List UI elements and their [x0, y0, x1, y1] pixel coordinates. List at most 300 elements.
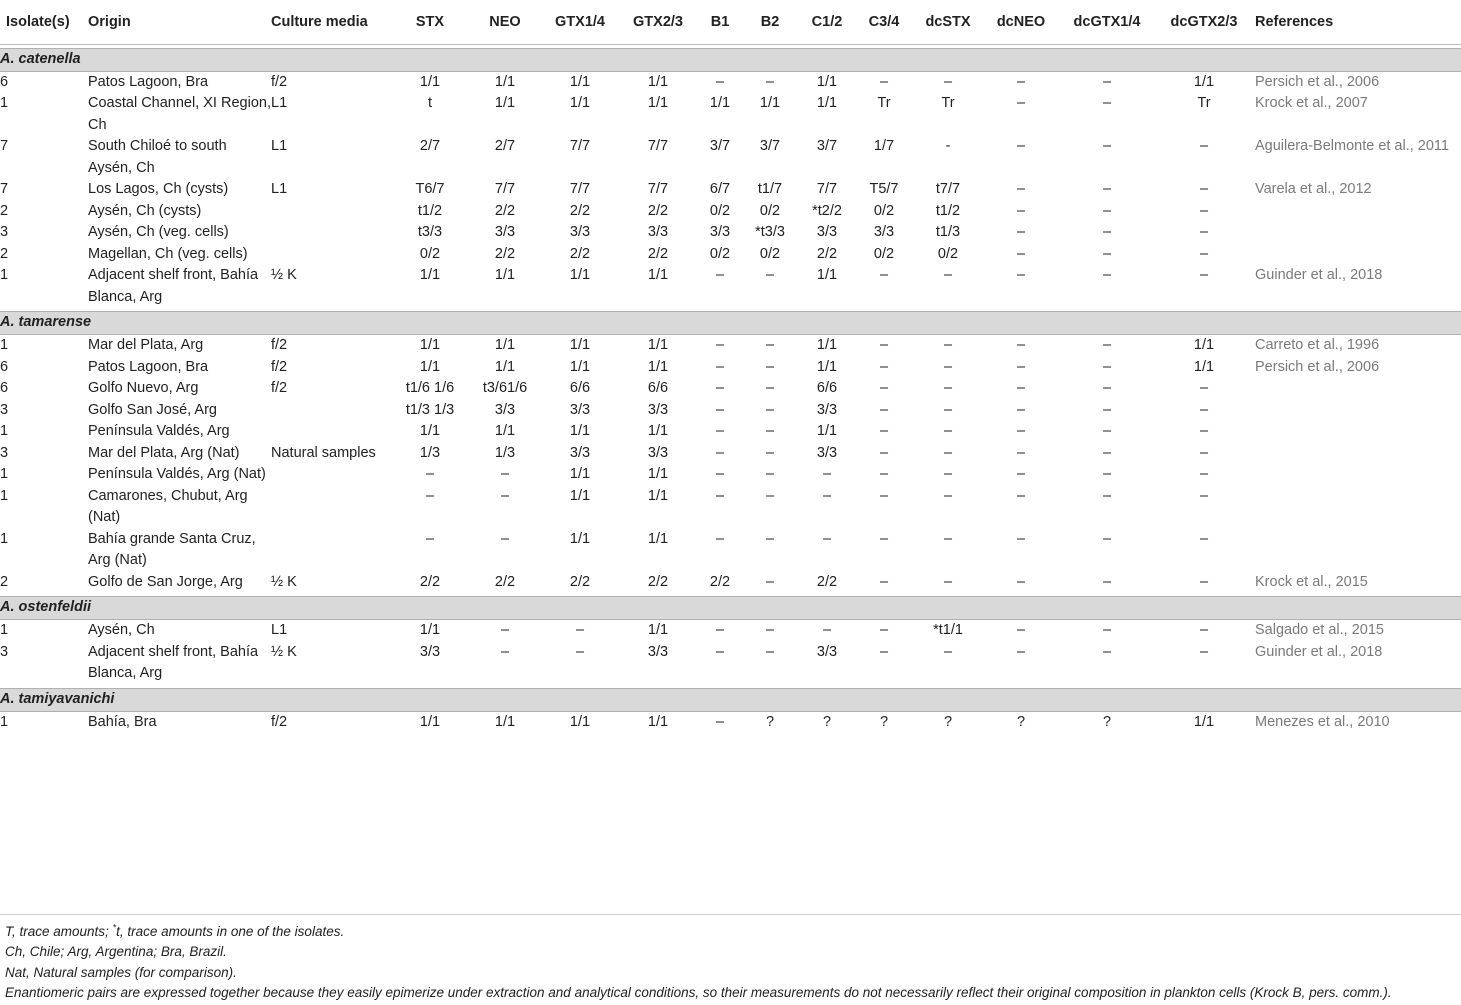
- table-cell: L1: [271, 138, 288, 154]
- table-cell: 2/2: [569, 573, 591, 590]
- table-cell: 1/1: [419, 358, 441, 375]
- table-cell: –: [1102, 337, 1112, 353]
- table-cell: [271, 529, 395, 572]
- table-cell: –: [1016, 224, 1026, 240]
- table-cell: T5/7: [869, 181, 899, 197]
- table-cell: Mar del Plata, Arg (Nat): [88, 444, 240, 461]
- table-cell: –: [765, 423, 775, 439]
- table-cell: t1/2: [935, 202, 961, 219]
- table-cell: –: [500, 622, 510, 638]
- table-cell: 2/2: [569, 202, 591, 219]
- reference-cell: [1255, 222, 1461, 244]
- reference-cell: [1255, 400, 1461, 422]
- table-cell: ?: [1102, 713, 1112, 730]
- table-cell: –: [943, 466, 953, 482]
- table-cell: 3/3: [419, 643, 441, 660]
- table-cell: Tr: [941, 95, 955, 111]
- table-cell: 1/1: [569, 267, 591, 283]
- table-cell: 1/1: [569, 73, 591, 90]
- table-cell: 1/1: [816, 358, 838, 375]
- footnote-countries: Ch, Chile; Arg, Argentina; Bra, Brazil.: [5, 944, 227, 960]
- table-cell: 3/3: [816, 401, 838, 418]
- table-cell: Bahía, Bra: [88, 713, 157, 730]
- table-cell: [271, 464, 395, 486]
- table-cell: –: [765, 380, 775, 396]
- table-cell: Los Lagos, Ch (cysts): [88, 181, 229, 197]
- table-cell: 7/7: [569, 181, 591, 197]
- table-cell: –: [765, 401, 775, 418]
- table-cell: –: [943, 423, 953, 439]
- table-cell: –: [943, 573, 953, 590]
- table-cell: 1/1: [569, 466, 591, 482]
- table-cell: f/2: [271, 337, 288, 353]
- table-cell: –: [879, 622, 889, 638]
- table-cell: –: [822, 487, 832, 504]
- table-cell: 7/7: [569, 138, 591, 154]
- table-cell: –: [765, 530, 775, 547]
- table-cell: Aysén, Ch (cysts): [88, 202, 202, 219]
- table-cell: –: [1199, 138, 1209, 154]
- reference-cell: Aguilera-Belmonte et al., 2011: [1255, 138, 1449, 154]
- footnote-trace: T, trace amounts; *t, trace amounts in one of the isolates.: [5, 922, 345, 939]
- reference-cell: Carreto et al., 1996: [1255, 337, 1380, 353]
- table-cell: –: [1016, 643, 1026, 660]
- table-row: [0, 400, 1461, 422]
- table-cell: South Chiloé to south Aysén, Ch: [88, 138, 227, 176]
- table-cell: 3/3: [494, 224, 516, 240]
- table-cell: 2: [0, 573, 9, 590]
- table-cell: 1: [0, 487, 9, 504]
- table-cell: –: [1102, 466, 1112, 482]
- table-cell: t3/61/6: [482, 380, 528, 396]
- table-cell: Patos Lagoon, Bra: [88, 358, 209, 375]
- table-row: [0, 357, 1461, 379]
- table-cell: 1/1: [647, 95, 669, 111]
- table-cell: f/2: [271, 380, 288, 396]
- table-cell: 1/1: [647, 73, 669, 90]
- table-cell: –: [822, 466, 832, 482]
- table-cell: 1: [0, 466, 9, 482]
- table-cell: –: [1199, 573, 1209, 590]
- table-cell: –: [1199, 401, 1209, 418]
- table-cell: –: [879, 643, 889, 660]
- table-cell: 1/1: [647, 487, 669, 504]
- table-cell: ½ K: [271, 267, 297, 283]
- reference-cell: Persich et al., 2006: [1255, 358, 1380, 375]
- table-cell: –: [715, 713, 725, 730]
- reference-cell: Persich et al., 2006: [1255, 73, 1380, 90]
- table-cell: 1: [0, 423, 9, 439]
- table-cell: 0/2: [873, 202, 895, 219]
- table-cell: 1/1: [1193, 337, 1215, 353]
- table-cell: L1: [271, 181, 288, 197]
- table-cell: 7/7: [647, 138, 669, 154]
- table-cell: 3/3: [494, 401, 516, 418]
- table-cell: 6: [0, 73, 9, 90]
- table-row: [0, 265, 1461, 308]
- species-name: A. tamiyavanichi: [0, 688, 1461, 711]
- column-header: STX: [395, 0, 465, 44]
- table-cell: –: [765, 267, 775, 283]
- table-cell: 1/1: [647, 713, 669, 730]
- table-cell: 2/2: [816, 573, 838, 590]
- table-cell: –: [1016, 466, 1026, 482]
- reference-cell: [1255, 443, 1461, 465]
- table-cell: 1: [0, 337, 9, 353]
- table-cell: –: [425, 487, 435, 504]
- table-cell: t1/3: [935, 224, 961, 240]
- table-cell: 3/3: [873, 224, 895, 240]
- table-cell: 1/1: [419, 337, 441, 353]
- table-cell: 2/2: [494, 573, 516, 590]
- column-header: dcGTX2/3: [1153, 0, 1255, 44]
- table-cell: 2: [0, 245, 9, 262]
- table-cell: –: [822, 530, 832, 547]
- table-cell: Mar del Plata, Arg: [88, 337, 204, 353]
- table-cell: *t2/2: [812, 202, 842, 219]
- table-cell: –: [943, 380, 953, 396]
- table-cell: 1/3: [494, 444, 516, 461]
- table-row: [0, 443, 1461, 465]
- table-cell: –: [1016, 444, 1026, 461]
- table-cell: 1/1: [816, 337, 838, 353]
- table-cell: –: [715, 466, 725, 482]
- table-cell: Coastal Channel, XI Region, Ch: [88, 95, 271, 133]
- table-cell: –: [1199, 643, 1209, 660]
- table-cell: 2/2: [647, 573, 669, 590]
- reference-cell: Krock et al., 2007: [1255, 95, 1368, 111]
- table-cell: 3: [0, 643, 9, 660]
- table-cell: 2/7: [419, 138, 441, 154]
- table-cell: 1/1: [569, 530, 591, 547]
- table-cell: 6/6: [816, 380, 838, 396]
- table-cell: 2/2: [709, 573, 731, 590]
- table-row: [0, 572, 1461, 594]
- column-header: B1: [701, 0, 739, 44]
- column-header: GTX2/3: [615, 0, 701, 44]
- reference-cell: [1255, 244, 1461, 266]
- table-cell: 0/2: [709, 245, 731, 262]
- table-cell: t1/6 1/6: [405, 380, 455, 396]
- table-cell: 7/7: [647, 181, 669, 197]
- table-cell: 3/3: [709, 224, 731, 240]
- table-cell: –: [879, 423, 889, 439]
- table-cell: 1/1: [494, 95, 516, 111]
- table-cell: –: [500, 643, 510, 660]
- table-cell: –: [1199, 530, 1209, 547]
- reference-cell: Krock et al., 2015: [1255, 573, 1368, 590]
- table-cell: 3: [0, 444, 9, 461]
- table-cell: 1/1: [647, 267, 669, 283]
- table-cell: 1/1: [419, 622, 441, 638]
- column-header: NEO: [465, 0, 545, 44]
- reference-cell: [1255, 421, 1461, 443]
- reference-cell: Varela et al., 2012: [1255, 181, 1372, 197]
- table-cell: ?: [822, 713, 832, 730]
- table-cell: 1/1: [569, 423, 591, 439]
- table-cell: *t1/1: [933, 622, 963, 638]
- table-cell: –: [1102, 444, 1112, 461]
- table-cell: –: [1102, 380, 1112, 396]
- table-cell: –: [943, 643, 953, 660]
- table-cell: –: [765, 73, 775, 90]
- table-cell: t3/3: [417, 224, 443, 240]
- table-cell: –: [879, 530, 889, 547]
- table-cell: 2/2: [816, 245, 838, 262]
- table-body: [0, 44, 1461, 733]
- table-cell: 1/1: [647, 358, 669, 375]
- table-cell: 1/1: [494, 73, 516, 90]
- table-cell: Aysén, Ch: [88, 622, 155, 638]
- table-cell: *t3/3: [755, 224, 785, 240]
- table-cell: –: [575, 622, 585, 638]
- table-cell: –: [765, 622, 775, 638]
- table-cell: –: [1102, 622, 1112, 638]
- reference-cell: [1255, 378, 1461, 400]
- table-cell: 7/7: [816, 181, 838, 197]
- table-cell: –: [715, 643, 725, 660]
- table-cell: t: [427, 95, 433, 111]
- table-cell: 1/1: [419, 73, 441, 90]
- table-row: [0, 201, 1461, 223]
- table-cell: T6/7: [415, 181, 445, 197]
- table-cell: 2/2: [647, 202, 669, 219]
- table-cell: –: [1016, 245, 1026, 262]
- species-group-row: [0, 688, 1461, 711]
- header-row: [0, 0, 1461, 44]
- table-cell: 1/1: [494, 267, 516, 283]
- table-cell: –: [715, 358, 725, 375]
- table-cell: 7: [0, 138, 9, 154]
- table-cell: [271, 222, 395, 244]
- table-cell: Magellan, Ch (veg. cells): [88, 245, 248, 262]
- table-cell: 0/2: [759, 202, 781, 219]
- table-cell: –: [1016, 380, 1026, 396]
- species-name: A. tamarense: [0, 312, 1461, 335]
- table-cell: –: [1016, 358, 1026, 375]
- table-row: [0, 378, 1461, 400]
- table-cell: –: [1199, 224, 1209, 240]
- table-cell: 1/1: [569, 487, 591, 504]
- table-cell: 6: [0, 358, 9, 375]
- table-cell: –: [1102, 95, 1112, 111]
- table-cell: 1/3: [419, 444, 441, 461]
- column-header: C1/2: [801, 0, 853, 44]
- table-cell: –: [1102, 245, 1112, 262]
- table-cell: –: [879, 401, 889, 418]
- reference-cell: [1255, 486, 1461, 529]
- table-cell: Camarones, Chubut, Arg (Nat): [88, 487, 248, 525]
- table-cell: 6: [0, 380, 9, 396]
- table-cell: 3/3: [647, 224, 669, 240]
- table-cell: –: [1016, 487, 1026, 504]
- table-cell: –: [943, 530, 953, 547]
- table-row: [0, 179, 1461, 201]
- species-name: A. ostenfeldii: [0, 597, 1461, 620]
- table-cell: –: [1016, 267, 1026, 283]
- table-cell: –: [1102, 643, 1112, 660]
- table-cell: 1/1: [816, 423, 838, 439]
- table-cell: Patos Lagoon, Bra: [88, 73, 209, 90]
- table-row: [0, 244, 1461, 266]
- table-row: [0, 620, 1461, 642]
- table-cell: 1/1: [494, 713, 516, 730]
- table-cell: –: [1016, 181, 1026, 197]
- table-row: [0, 642, 1461, 685]
- table-cell: –: [1199, 423, 1209, 439]
- table-cell: 1: [0, 622, 9, 638]
- table-cell: Adjacent shelf front, Bahía Blanca, Arg: [88, 267, 259, 305]
- table-cell: –: [943, 401, 953, 418]
- table-cell: t1/2: [417, 202, 443, 219]
- table-cell: f/2: [271, 73, 288, 90]
- footnote-enantiomeric: Enantiomeric pairs are expressed together because they easily epimerize under extraction and analytical conditions, so their measurements do not necessarily reflect their original composition in plankton cells (Krock B, pers. comm.).: [5, 984, 1392, 1000]
- table-cell: 0/2: [937, 245, 959, 262]
- table-cell: ½ K: [271, 573, 297, 590]
- table-cell: –: [879, 337, 889, 353]
- table-cell: Bahía grande Santa Cruz, Arg (Nat): [88, 530, 256, 568]
- table-cell: 7: [0, 181, 9, 197]
- table-row: [0, 71, 1461, 93]
- table-cell: –: [1016, 202, 1026, 219]
- table-cell: t1/7: [757, 181, 783, 197]
- table-cell: 3/3: [569, 401, 591, 418]
- table-cell: 2/2: [419, 573, 441, 590]
- column-header: dcNEO: [981, 0, 1061, 44]
- table-cell: –: [1016, 622, 1026, 638]
- table-cell: –: [879, 444, 889, 461]
- table-cell: –: [1102, 181, 1112, 197]
- table-cell: 1/1: [569, 713, 591, 730]
- table-cell: 1/1: [647, 466, 669, 482]
- table-cell: –: [1016, 423, 1026, 439]
- table-cell: –: [879, 267, 889, 283]
- table-row: [0, 335, 1461, 357]
- table-cell: –: [879, 358, 889, 375]
- table-cell: –: [715, 337, 725, 353]
- table-cell: 3/7: [759, 138, 781, 154]
- table-cell: 2/7: [494, 138, 516, 154]
- table-cell: –: [879, 380, 889, 396]
- table-cell: 3: [0, 224, 9, 240]
- table-cell: L1: [271, 622, 288, 638]
- table-row: [0, 136, 1461, 179]
- table-cell: ?: [879, 713, 889, 730]
- table-cell: 1/7: [873, 138, 895, 154]
- table-cell: –: [943, 267, 953, 283]
- table-cell: –: [1102, 138, 1112, 154]
- table-cell: Natural samples: [271, 444, 376, 461]
- table-cell: 6/7: [709, 181, 731, 197]
- table-cell: –: [1016, 401, 1026, 418]
- table-cell: ?: [1016, 713, 1026, 730]
- table-cell: –: [1016, 530, 1026, 547]
- table-cell: –: [575, 643, 585, 660]
- table-cell: –: [1102, 423, 1112, 439]
- reference-cell: [1255, 464, 1461, 486]
- table-cell: 1/1: [494, 423, 516, 439]
- table-cell: 3/3: [647, 401, 669, 418]
- table-cell: 1/1: [647, 530, 669, 547]
- table-cell: [271, 421, 395, 443]
- table-cell: –: [943, 73, 953, 90]
- table-cell: 1/1: [1193, 713, 1215, 730]
- table-cell: –: [500, 530, 510, 547]
- table-cell: –: [1102, 202, 1112, 219]
- table-cell: –: [500, 487, 510, 504]
- table-cell: 3/3: [816, 643, 838, 660]
- table-cell: 1/1: [569, 358, 591, 375]
- table-cell: –: [1199, 267, 1209, 283]
- table-cell: 2/2: [569, 245, 591, 262]
- table-cell: –: [715, 622, 725, 638]
- table-cell: 1/1: [816, 73, 838, 90]
- table-cell: –: [879, 466, 889, 482]
- table-cell: –: [1199, 466, 1209, 482]
- table-cell: –: [1016, 337, 1026, 353]
- table-cell: 3: [0, 401, 9, 418]
- table-cell: 3/3: [647, 444, 669, 461]
- table-cell: 1/1: [419, 423, 441, 439]
- table-cell: Tr: [877, 95, 891, 111]
- table-cell: 1/1: [647, 337, 669, 353]
- table-cell: 2/2: [647, 245, 669, 262]
- table-cell: 3/3: [816, 444, 838, 461]
- reference-cell: Salgado et al., 2015: [1255, 622, 1384, 638]
- table-row: [0, 711, 1461, 733]
- table-cell: -: [945, 138, 951, 154]
- table-cell: [271, 201, 395, 223]
- table-cell: 1/1: [816, 95, 838, 111]
- table-cell: 0/2: [759, 245, 781, 262]
- table-cell: Adjacent shelf front, Bahía Blanca, Arg: [88, 643, 259, 681]
- table-cell: –: [1102, 358, 1112, 375]
- table-cell: 1/1: [759, 95, 781, 111]
- column-header: C3/4: [853, 0, 915, 44]
- table-cell: Península Valdés, Arg: [88, 423, 230, 439]
- table-cell: –: [765, 573, 775, 590]
- table-cell: –: [1199, 202, 1209, 219]
- column-header: GTX1/4: [545, 0, 615, 44]
- table-cell: 1/1: [569, 337, 591, 353]
- table-cell: –: [1199, 181, 1209, 197]
- column-header: Origin: [88, 0, 271, 44]
- table-cell: –: [500, 466, 510, 482]
- table-cell: –: [1102, 530, 1112, 547]
- footnote-natural: Nat, Natural samples (for comparison).: [5, 964, 237, 980]
- table-cell: –: [1102, 401, 1112, 418]
- table-cell: t1/3 1/3: [405, 401, 455, 418]
- reference-cell: [1255, 529, 1461, 572]
- table-cell: –: [425, 466, 435, 482]
- table-cell: –: [765, 444, 775, 461]
- table-cell: L1: [271, 95, 288, 111]
- table-cell: –: [1102, 224, 1112, 240]
- table-cell: 0/2: [709, 202, 731, 219]
- table-cell: f/2: [271, 713, 288, 730]
- table-row: [0, 421, 1461, 443]
- table-cell: –: [715, 380, 725, 396]
- table-cell: –: [1016, 573, 1026, 590]
- table-cell: –: [943, 337, 953, 353]
- table-cell: 2/2: [494, 245, 516, 262]
- table-row: [0, 529, 1461, 572]
- footnote-divider: [0, 914, 1461, 915]
- table-cell: –: [943, 444, 953, 461]
- table-cell: 3/3: [569, 224, 591, 240]
- table-cell: –: [425, 530, 435, 547]
- species-group-row: [0, 312, 1461, 335]
